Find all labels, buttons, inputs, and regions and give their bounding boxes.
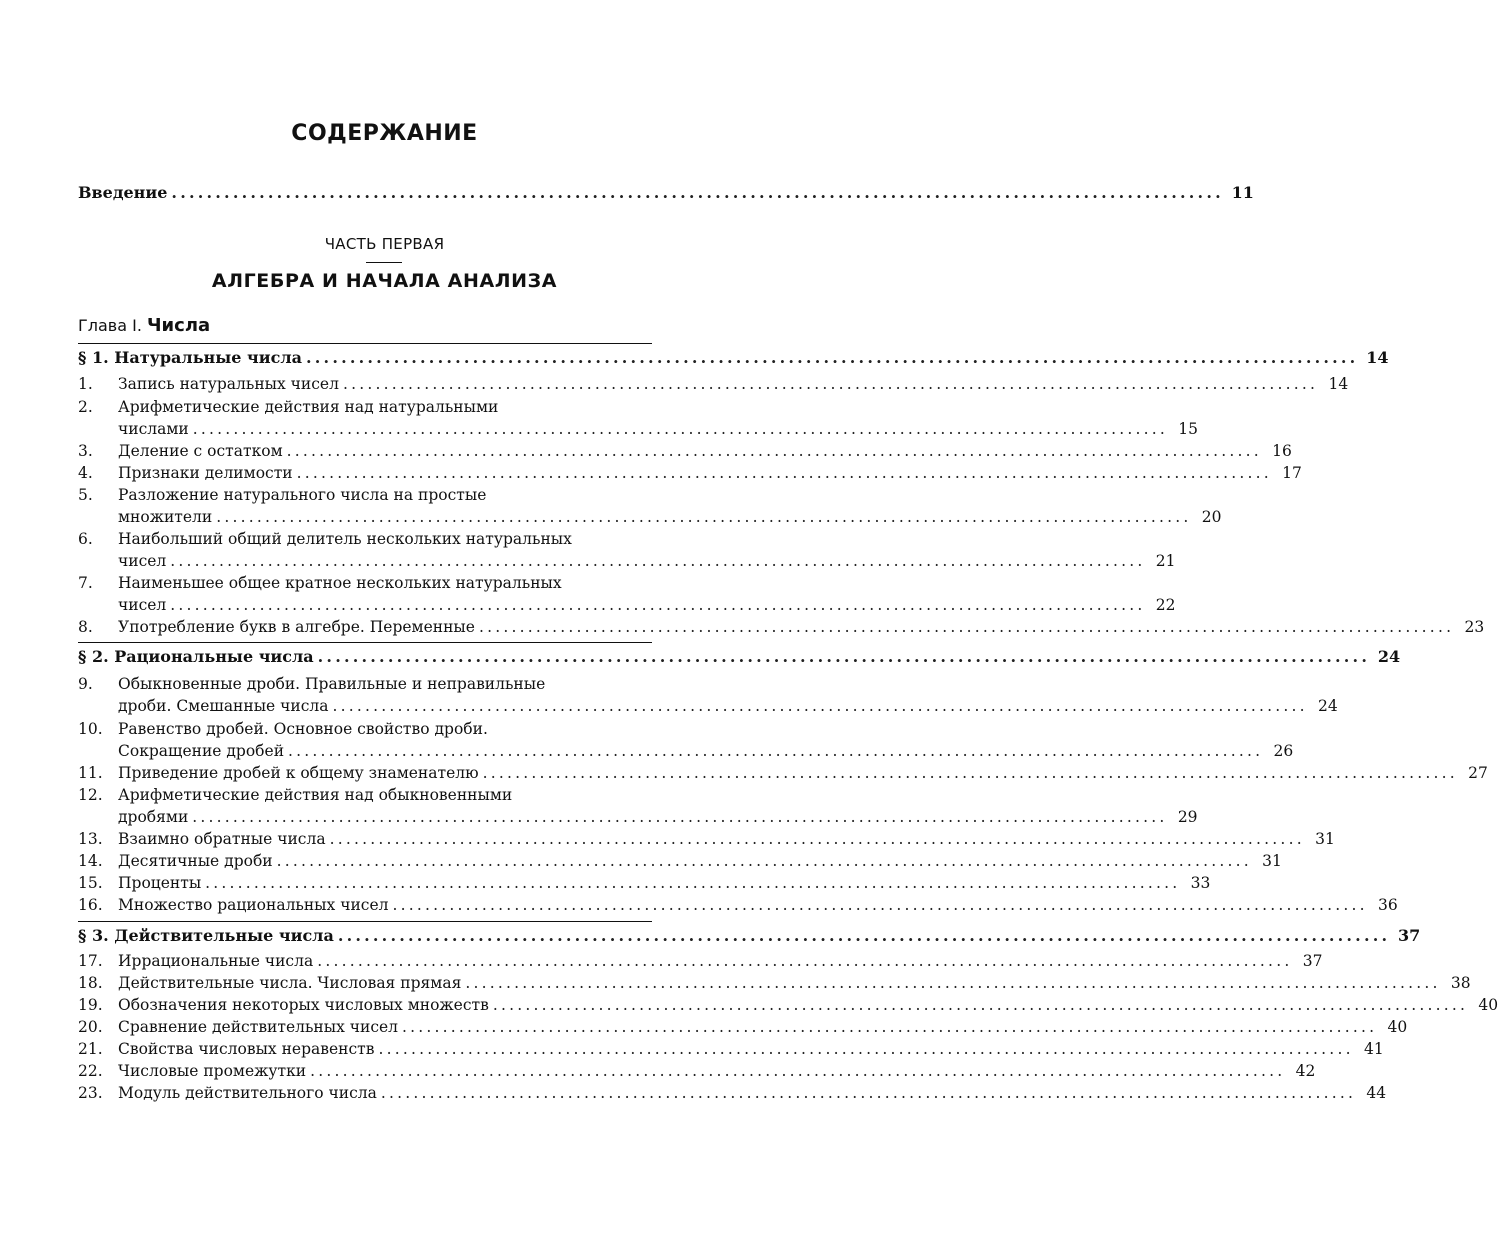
toc-item-row[interactable] — [78, 373, 1349, 395]
section-divider — [78, 921, 652, 922]
dot-leader: ........................................................................................................................ — [205, 874, 1181, 892]
toc-page-number: 36 — [1378, 896, 1398, 914]
toc-item-row[interactable] — [78, 872, 1211, 894]
dot-leader: ........................................................................................................................ — [171, 183, 1224, 202]
dot-leader: ........................................................................................................................ — [402, 1018, 1378, 1036]
toc-section-label: § 2. Рациональные числа — [78, 647, 314, 666]
toc-section-row[interactable] — [78, 646, 1401, 668]
toc-item-number: 3. — [78, 442, 93, 460]
toc-item-row[interactable] — [78, 506, 1222, 528]
dot-leader: ........................................................................................................................ — [342, 375, 1319, 393]
toc-item-label-cont: Сокращение дробей — [118, 742, 285, 760]
toc-page-number: 24 — [1377, 647, 1401, 666]
toc-item-label: Числовые промежутки — [118, 1062, 307, 1080]
toc-item-number: 16. — [78, 896, 103, 914]
toc-item-number: 17. — [78, 952, 103, 970]
toc-item-label: Наибольший общий делитель нескольких натуральных — [118, 530, 572, 548]
toc-item-number: 1. — [78, 375, 93, 393]
dot-leader: ........................................................................................................................ — [392, 896, 1368, 914]
toc-page-number: 14 — [1328, 375, 1349, 393]
toc-item-first-line[interactable] — [78, 572, 648, 594]
toc-page-number: 33 — [1190, 874, 1211, 892]
toc-item-label: Приведение дробей к общему знаменателю — [118, 764, 479, 782]
part-label: ЧАСТЬ ПЕРВАЯ — [324, 235, 445, 253]
toc-item-label: Признаки делимости — [118, 464, 293, 482]
toc-item-number: 13. — [78, 830, 103, 848]
toc-item-number: 8. — [78, 618, 93, 636]
dot-leader: ........................................................................................................................ — [170, 596, 1146, 614]
toc-item-row[interactable] — [78, 762, 1488, 784]
toc-item-label: Иррациональные числа — [118, 952, 314, 970]
section-divider — [78, 343, 652, 344]
toc-item-label: Запись натуральных чисел — [118, 375, 339, 393]
toc-item-row[interactable] — [78, 806, 1198, 828]
toc-item-number: 12. — [78, 786, 103, 804]
toc-page-number: 26 — [1273, 742, 1294, 760]
toc-page-number: 22 — [1155, 596, 1176, 614]
page-title: СОДЕРЖАНИЕ — [291, 121, 478, 146]
toc-item-row[interactable] — [78, 950, 1323, 972]
toc-page-number: 31 — [1262, 852, 1282, 870]
dot-leader: ........................................................................................................................ — [276, 852, 1252, 870]
toc-item-label: Свойства числовых неравенств — [118, 1040, 375, 1058]
toc-page-number: 31 — [1315, 830, 1335, 848]
toc-item-first-line[interactable] — [78, 528, 648, 550]
toc-item-label-cont: чисел — [118, 596, 167, 614]
toc-intro-label: Введение — [78, 183, 168, 202]
toc-item-label: Употребление букв в алгебре. Переменные — [118, 618, 475, 636]
toc-item-label: Сравнение действительных чисел — [118, 1018, 399, 1036]
dot-leader: ........................................................................................................................ — [378, 1040, 1354, 1058]
toc-intro-row[interactable] — [78, 182, 1254, 204]
dot-leader: ........................................................................................................................ — [192, 420, 1168, 438]
toc-item-label: Обозначения некоторых числовых множеств — [118, 996, 489, 1014]
dot-leader: ........................................................................................................................ — [170, 552, 1146, 570]
part-title: АЛГЕБРА И НАЧАЛА АНАЛИЗА — [211, 270, 558, 292]
toc-item-number: 10. — [78, 720, 103, 738]
dot-leader: ........................................................................................................................ — [192, 808, 1168, 826]
toc-page-number: 38 — [1450, 974, 1471, 992]
toc-item-number: 2. — [78, 398, 93, 416]
toc-item-number: 19. — [78, 996, 103, 1014]
toc-item-number: 21. — [78, 1040, 103, 1058]
toc-item-label: Наименьшее общее кратное нескольких натуральных — [118, 574, 562, 592]
toc-page-number: 37 — [1302, 952, 1323, 970]
toc-item-first-line[interactable] — [78, 718, 648, 740]
chapter-prefix: Глава I. — [78, 316, 142, 335]
toc-section-row[interactable] — [78, 925, 1421, 947]
toc-item-label: Модуль действительного числа — [118, 1084, 377, 1102]
dot-leader: ........................................................................................................................ — [296, 464, 1272, 482]
toc-item-row[interactable] — [78, 1060, 1316, 1082]
toc-item-row[interactable] — [78, 1016, 1408, 1038]
toc-item-row[interactable] — [78, 616, 1485, 638]
toc-page-number: 16 — [1272, 442, 1292, 460]
toc-item-label: Обыкновенные дроби. Правильные и неправильные — [118, 675, 546, 693]
toc-page-number: 17 — [1282, 464, 1302, 482]
toc-item-row[interactable] — [78, 418, 1198, 440]
toc-item-number: 23. — [78, 1084, 103, 1102]
toc-item-number: 7. — [78, 574, 93, 592]
toc-item-row[interactable] — [78, 1038, 1384, 1060]
toc-page-number: 40 — [1478, 996, 1498, 1014]
toc-item-number: 18. — [78, 974, 103, 992]
toc-item-first-line[interactable] — [78, 396, 648, 418]
toc-item-row[interactable] — [78, 1082, 1387, 1104]
dot-leader: ........................................................................................................................ — [332, 697, 1308, 715]
toc-item-number: 22. — [78, 1062, 103, 1080]
dot-leader: ........................................................................................................................ — [310, 1062, 1286, 1080]
dot-leader: ........................................................................................................................ — [317, 647, 1371, 666]
dot-leader: ........................................................................................................................ — [337, 926, 1391, 945]
dot-leader: ........................................................................................................................ — [329, 830, 1305, 848]
dot-leader: ........................................................................................................................ — [286, 442, 1262, 460]
toc-section-label: § 1. Натуральные числа — [78, 348, 303, 367]
toc-item-label-cont: числами — [118, 420, 189, 438]
toc-item-number: 9. — [78, 675, 93, 693]
toc-page-number: 42 — [1295, 1062, 1316, 1080]
toc-section-label: § 3. Действительные числа — [78, 926, 334, 945]
toc-item-number: 20. — [78, 1018, 103, 1036]
chapter-heading — [78, 315, 210, 336]
toc-item-label: Множество рациональных чисел — [118, 896, 389, 914]
dot-leader: ........................................................................................................................ — [216, 508, 1192, 526]
dot-leader: ........................................................................................................................ — [465, 974, 1441, 992]
toc-page-number: 14 — [1366, 348, 1389, 367]
toc-page-number: 23 — [1464, 618, 1485, 636]
toc-page-number: 27 — [1468, 764, 1488, 782]
toc-item-first-line[interactable] — [78, 484, 648, 506]
toc-page-number: 24 — [1318, 697, 1338, 715]
toc-item-first-line[interactable] — [78, 673, 648, 695]
toc-page-number: 21 — [1155, 552, 1176, 570]
toc-page-number: 15 — [1178, 420, 1198, 438]
part-divider — [366, 262, 402, 263]
toc-item-label-cont: чисел — [118, 552, 167, 570]
toc-item-label: Десятичные дроби — [118, 852, 273, 870]
toc-item-row[interactable] — [78, 894, 1398, 916]
toc-item-number: 14. — [78, 852, 103, 870]
dot-leader: ........................................................................................................................ — [482, 764, 1458, 782]
toc-item-label: Взаимно обратные числа — [118, 830, 326, 848]
dot-leader: ........................................................................................................................ — [317, 952, 1293, 970]
toc-item-number: 6. — [78, 530, 93, 548]
toc-item-first-line[interactable] — [78, 784, 648, 806]
dot-leader: ........................................................................................................................ — [288, 742, 1264, 760]
toc-item-row[interactable] — [78, 440, 1292, 462]
toc-item-row[interactable] — [78, 994, 1498, 1016]
dot-leader: ........................................................................................................................ — [380, 1084, 1357, 1102]
toc-item-row[interactable] — [78, 972, 1471, 994]
toc-section-row[interactable] — [78, 347, 1389, 369]
toc-item-row[interactable] — [78, 740, 1294, 762]
toc-item-label: Проценты — [118, 874, 202, 892]
toc-item-row[interactable] — [78, 828, 1335, 850]
dot-leader: ........................................................................................................................ — [478, 618, 1455, 636]
dot-leader: ........................................................................................................................ — [492, 996, 1469, 1014]
toc-item-label: Арифметические действия над натуральными — [118, 398, 499, 416]
toc-page-number: 37 — [1398, 926, 1421, 945]
toc-item-label: Действительные числа. Числовая прямая — [118, 974, 462, 992]
toc-page-number: 41 — [1363, 1040, 1384, 1058]
section-divider — [78, 642, 652, 643]
toc-item-label: Деление с остатком — [118, 442, 283, 460]
toc-item-number: 15. — [78, 874, 103, 892]
toc-page-number: 29 — [1177, 808, 1198, 826]
toc-item-row[interactable] — [78, 550, 1176, 572]
toc-item-number: 5. — [78, 486, 93, 504]
toc-item-number: 4. — [78, 464, 93, 482]
toc-page-number: 44 — [1366, 1084, 1387, 1102]
dot-leader: ........................................................................................................................ — [306, 348, 1359, 367]
toc-item-row[interactable] — [78, 462, 1302, 484]
toc-page-number: 40 — [1387, 1018, 1408, 1036]
toc-item-row[interactable] — [78, 695, 1338, 717]
toc-item-label: Разложение натурального числа на простые — [118, 486, 487, 504]
chapter-name: Числа — [147, 315, 211, 336]
toc-item-label: Арифметические действия над обыкновенными — [118, 786, 513, 804]
toc-item-label-cont: множители — [118, 508, 213, 526]
toc-item-label-cont: дробями — [118, 808, 189, 826]
toc-item-number: 11. — [78, 764, 103, 782]
toc-item-row[interactable] — [78, 594, 1176, 616]
toc-item-row[interactable] — [78, 850, 1282, 872]
toc-page-number: 20 — [1201, 508, 1222, 526]
toc-item-label: Равенство дробей. Основное свойство дроби. — [118, 720, 488, 738]
toc-item-label-cont: дроби. Смешанные числа — [118, 697, 329, 715]
toc-page-number: 11 — [1231, 183, 1254, 202]
